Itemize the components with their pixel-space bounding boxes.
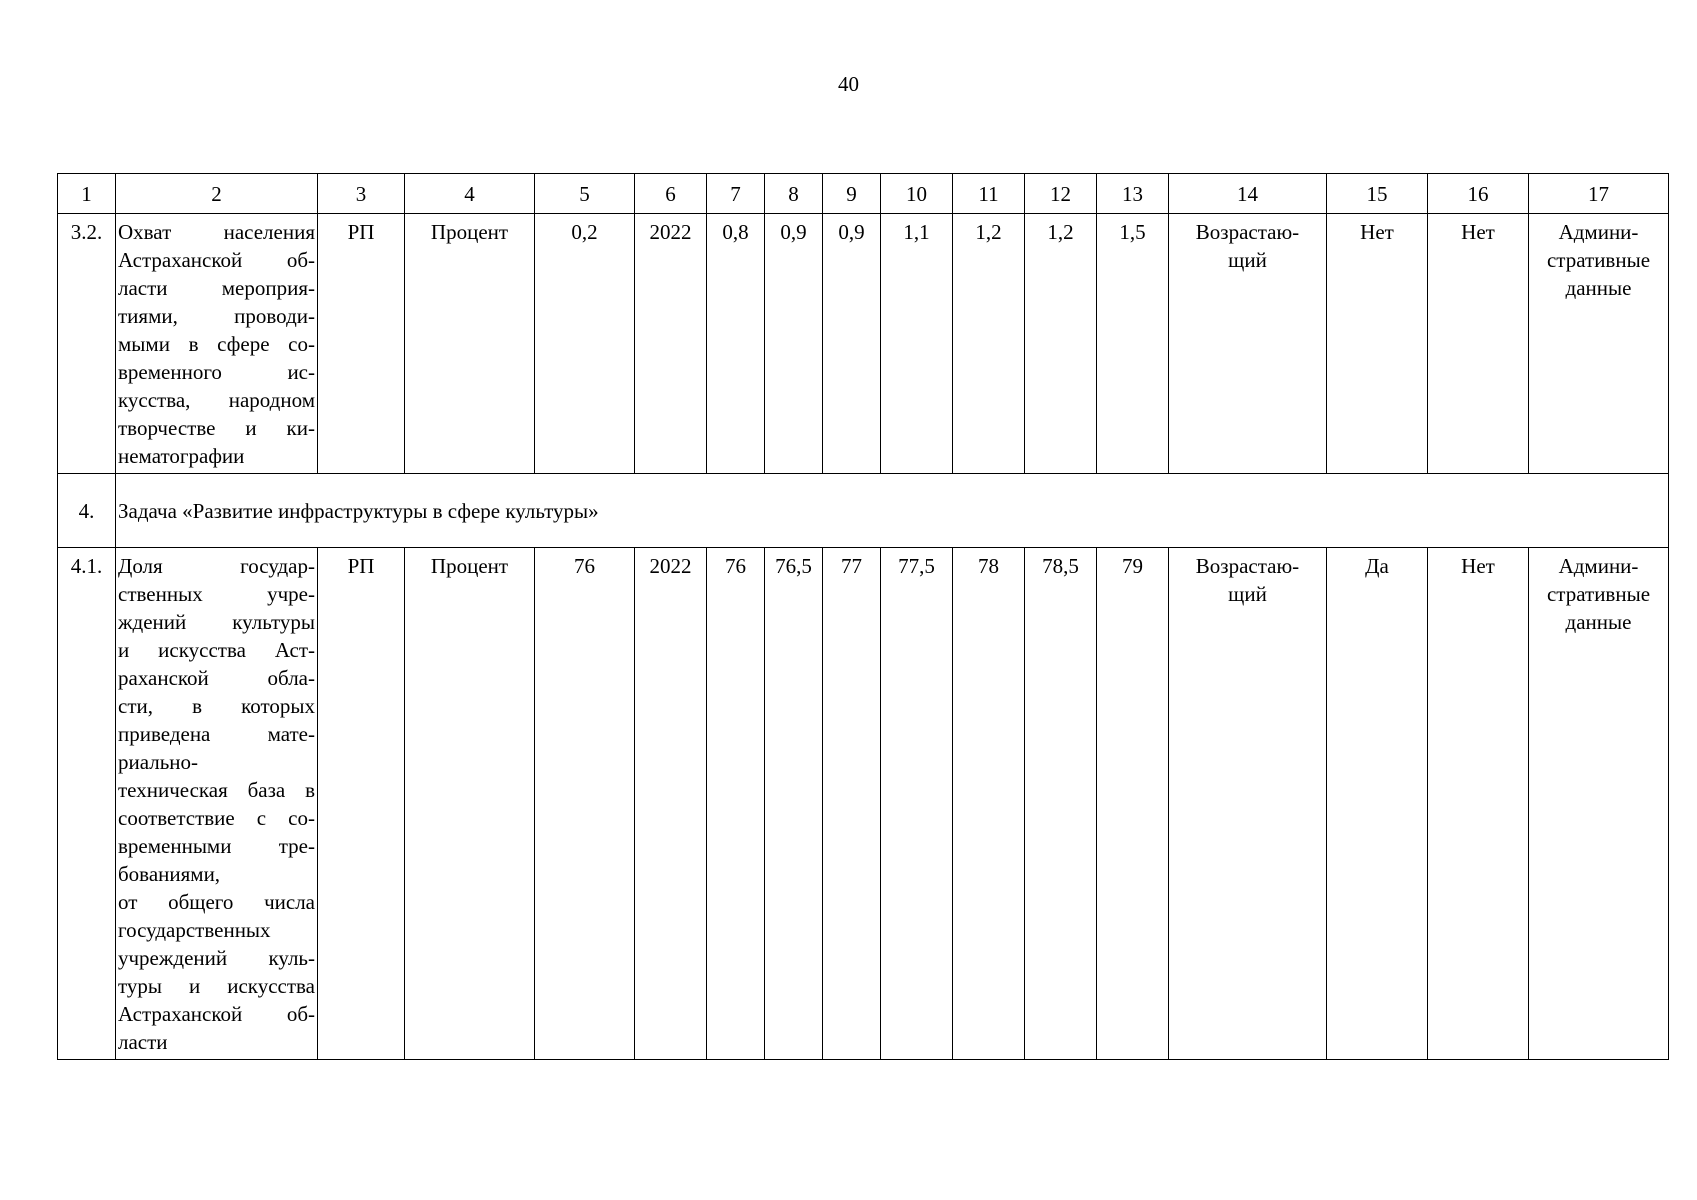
indicator-name-line: Охват населения [118,220,315,244]
source-text: Админи- стративные данные [1546,220,1651,300]
value-col-7: 0,8 [707,214,765,474]
value-col-13: 1,5 [1097,214,1169,474]
value-col-12: 78,5 [1025,548,1097,1060]
column-header: 2 [116,174,318,214]
column-header: 11 [953,174,1025,214]
column-header: 17 [1529,174,1669,214]
value-col-13: 79 [1097,548,1169,1060]
trend-text: Возрастаю- щий [1195,220,1300,272]
indicator-name-line: Астраханской об- [118,248,315,272]
indicator-name-line: Доля государ- [118,554,315,578]
value-col-11: 1,2 [953,214,1025,474]
indicator-name-line: бованиями, [118,862,221,886]
indicator-name-line: приведена мате- [118,722,315,746]
column-header: 16 [1428,174,1529,214]
column-header: 14 [1169,174,1327,214]
base-value: 76 [535,548,635,1060]
value-col-10: 77,5 [881,548,953,1060]
indicator-name-line: ждений культуры [118,610,315,634]
indicator-name-line: временного ис- [118,360,315,384]
column-header: 1 [58,174,116,214]
indicator-name-line: раханской обла- [118,666,315,690]
indicator-name-line: ственных учре- [118,582,315,606]
indicator-name-line: тиями, проводи- [118,304,315,328]
value-col-8: 76,5 [765,548,823,1060]
page-number: 40 [838,72,859,96]
value-col-15: Нет [1327,214,1428,474]
indicator-level: РП [318,548,405,1060]
source-text: Админи- стративные данные [1546,554,1651,634]
task-title: Задача «Развитие инфраструктуры в сфере культуры» [116,474,1669,548]
unit-of-measure: Процент [405,548,535,1060]
row-number: 3.2. [58,214,116,474]
value-col-15: Да [1327,548,1428,1060]
column-header: 3 [318,174,405,214]
indicator-name-line: мыми в сфере со- [118,332,315,356]
indicator-row-4-1 [58,548,1669,1060]
value-col-7: 76 [707,548,765,1060]
indicator-name-line: ласти [118,1030,168,1054]
value-col-11: 78 [953,548,1025,1060]
column-header: 5 [535,174,635,214]
indicator-name-line: туры и искусства [118,974,315,998]
column-header: 4 [405,174,535,214]
indicator-name-line: соответствие с со- [118,806,315,830]
column-header: 10 [881,174,953,214]
indicator-name-line: временными тре- [118,834,315,858]
indicator-name-line: кусства, народном [118,388,315,412]
trend-cell [1169,214,1327,474]
value-col-9: 77 [823,548,881,1060]
unit-of-measure: Процент [405,214,535,474]
column-header: 8 [765,174,823,214]
column-header: 9 [823,174,881,214]
indicator-row-3-2 [58,214,1669,474]
trend-text: Возрастаю- щий [1195,554,1300,606]
indicator-name-line: риально- [118,750,199,774]
column-number-row [58,174,1669,214]
value-col-8: 0,9 [765,214,823,474]
indicator-name-line: государственных [118,918,271,942]
indicator-level: РП [318,214,405,474]
column-header: 12 [1025,174,1097,214]
indicator-name [116,214,318,474]
indicator-name [116,548,318,1060]
indicators-table [57,173,1669,1060]
source-cell [1529,214,1669,474]
indicator-name-line: творчестве и ки- [118,416,315,440]
column-header: 7 [707,174,765,214]
row-number: 4.1. [58,548,116,1060]
indicator-name-line: техническая база в [118,778,315,802]
value-col-12: 1,2 [1025,214,1097,474]
value-col-16: Нет [1428,548,1529,1060]
base-year: 2022 [635,548,707,1060]
column-header: 15 [1327,174,1428,214]
indicator-name-line: учреждений куль- [118,946,315,970]
indicator-name-line: Астраханской об- [118,1002,315,1026]
indicator-name-line: ласти мероприя- [118,276,315,300]
column-header: 13 [1097,174,1169,214]
value-col-9: 0,9 [823,214,881,474]
source-cell [1529,548,1669,1060]
value-col-16: Нет [1428,214,1529,474]
indicator-name-line: от общего числа [118,890,315,914]
task-number: 4. [58,474,116,548]
indicator-name-line: и искусства Аст- [118,638,315,662]
indicator-name-line: сти, в которых [118,694,315,718]
base-value: 0,2 [535,214,635,474]
value-col-10: 1,1 [881,214,953,474]
task-row-4 [58,474,1669,548]
trend-cell [1169,548,1327,1060]
column-header: 6 [635,174,707,214]
base-year: 2022 [635,214,707,474]
indicator-name-line: нематографии [118,444,245,468]
